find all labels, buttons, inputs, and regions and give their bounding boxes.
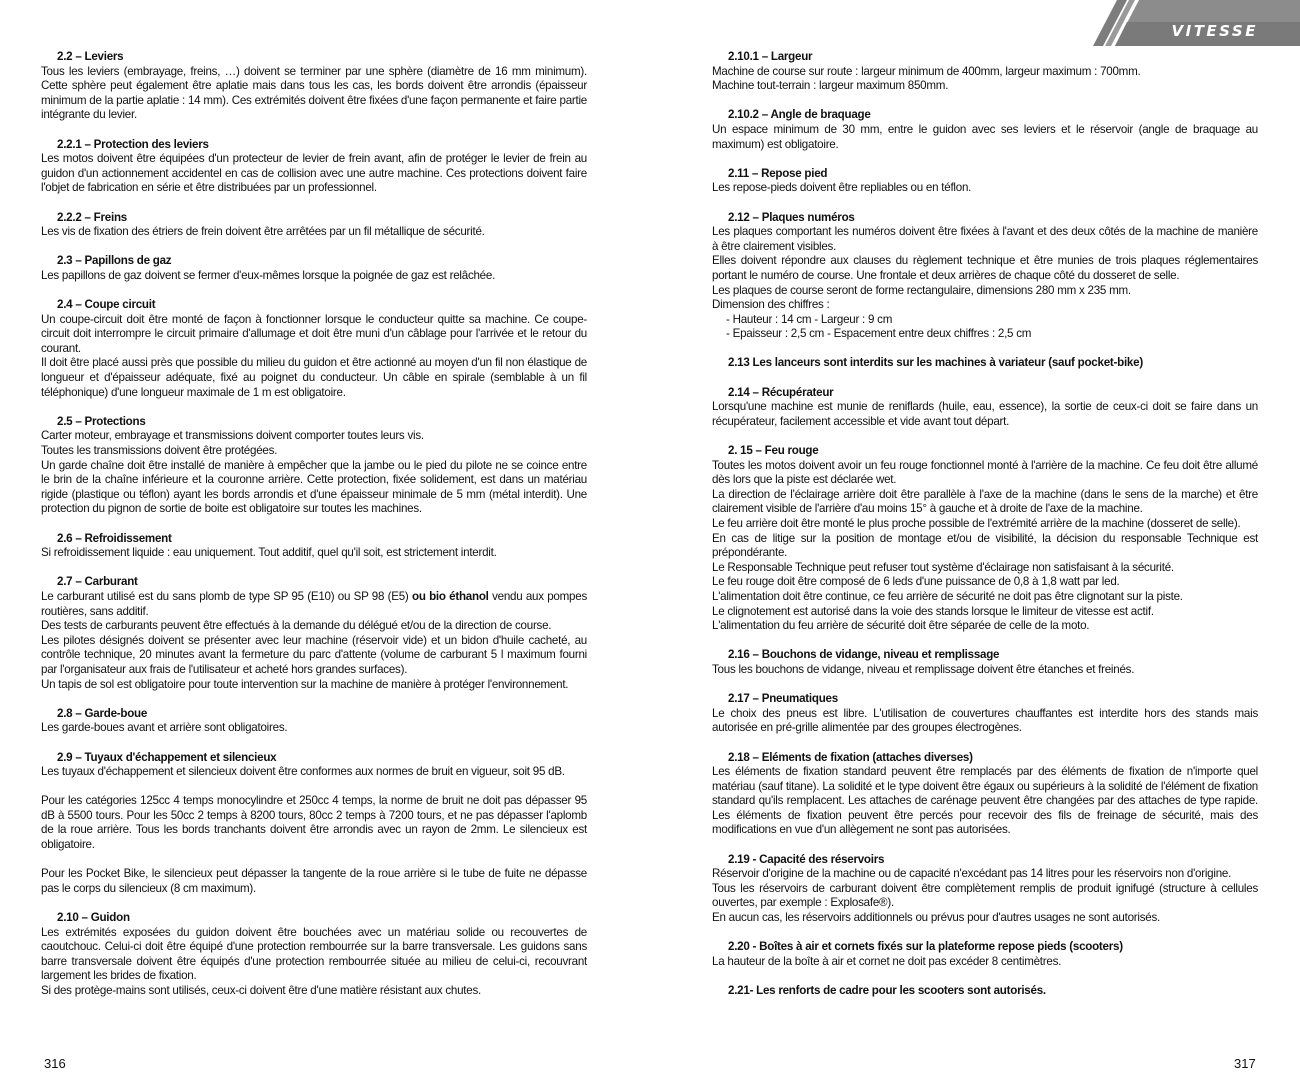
paragraph: La direction de l'éclairage arrière doit être parallèle à l'axe de la machine (dans le sens de la marche) et être clairement visible de l'arrière d'au moins 15° à gauche et à droite de l'axe de la machine. — [712, 487, 1258, 516]
paragraph: Il doit être placé aussi près que possible du milieu du guidon et être actionné au moyen d'un fil non élastique de longueur et d'épaisseur adéquate, fixé au poignet du conducteur. Un câble en spirale (semblable à un fil téléphonique) d'une longueur maximale de 1 m est obligatoire. — [41, 356, 587, 399]
paragraph: Lorsqu'une machine est munie de reniflards (huile, eau, essence), la sortie de ceux-ci doit se faire dans un récupérateur, facilement accessible et vide avant tout départ. — [712, 400, 1258, 428]
section-heading: 2.19 - Capacité des réservoirs — [728, 852, 885, 866]
paragraph: Le carburant utilisé est du sans plomb de type SP 95 (E10) ou SP 98 (E5) ou bio éthanol vendu aux pompes routières, sans additif. — [41, 589, 587, 618]
paragraph: Un tapis de sol est obligatoire pour toute intervention sur la machine de manière à protéger l'environnement. — [41, 677, 569, 691]
section-heading: 2.16 – Bouchons de vidange, niveau et remplissage — [728, 648, 1000, 662]
paragraph: Carter moteur, embrayage et transmissions doivent comporter toutes leurs vis. — [41, 429, 424, 443]
right-page-content — [712, 50, 1258, 1013]
rule-section — [712, 108, 1258, 152]
rule-section — [41, 415, 587, 517]
section-heading: 2.2 – Leviers — [57, 50, 124, 63]
paragraph: Les garde-boues avant et arrière sont obligatoires. — [41, 721, 288, 735]
paragraph: Machine de course sur route : largeur minimum de 400mm, largeur maximum : 700mm. — [712, 64, 1141, 78]
paragraph: Le feu arrière doit être monté le plus proche possible de l'extrémité arrière de la machine (dosseret de selle). — [712, 517, 1241, 530]
rule-section — [41, 532, 587, 561]
right-page-number: 317 — [1234, 1056, 1256, 1071]
rule-section — [712, 50, 1258, 94]
paragraph: Les papillons de gaz doivent se fermer d'eux-mêmes lorsque la poignée de gaz est relâchée. — [41, 268, 496, 282]
section-heading: 2.14 – Récupérateur — [728, 385, 834, 399]
paragraph: Les extrémités exposées du guidon doivent être bouchées avec un matériau solide ou recouvertes de caoutchouc. Celui-ci doit être équipé d'une protection rembourrée sur la barre transversale. Les guidons sans barre transversale doivent être équipés d'une protection rembourrée située au milieu de celui-ci, recouvrant largement les brides de fixation. — [41, 925, 587, 983]
spacer — [41, 780, 587, 795]
paragraph: Machine tout-terrain : largeur maximum 850mm. — [712, 79, 949, 93]
paragraph: Un garde chaîne doit être installé de manière à empêcher que la jambe ou le pied du pilote ne se coince entre le brin de la chaîne inférieure et la couronne arrière. Cette protection, fixée solidement, est dans un matériau rigide (plastique ou téflon) ayant les bords arrondis et d'une épaisseur minimale de 5 mm (métal interdit). Une protection du pignon de sortie de boite est obligatoire sur toutes les machines. — [41, 458, 587, 516]
paragraph: L'alimentation doit être continue, ce feu arrière de sécurité ne doit pas être clignotant sur la piste. — [712, 589, 1183, 603]
section-heading: 2.2.2 – Freins — [57, 210, 127, 224]
section-heading: 2.4 – Coupe circuit — [57, 298, 156, 312]
rule-section — [712, 751, 1258, 839]
paragraph: L'alimentation du feu arrière de sécurité doit être séparée de celle de la moto. — [712, 619, 1090, 633]
section-heading: 2.5 – Protections — [57, 414, 146, 428]
section-heading: 2.10.1 – Largeur — [728, 50, 813, 63]
section-heading: 2.10.2 – Angle de braquage — [728, 108, 871, 122]
section-heading: 2.17 – Pneumatiques — [728, 692, 838, 706]
left-page-number: 316 — [44, 1056, 66, 1071]
paragraph: Le feu rouge doit être composé de 6 leds d'une puissance de 0,8 à 1,8 watt par led. — [712, 575, 1120, 589]
section-heading: 2. 15 – Feu rouge — [728, 444, 819, 458]
section-heading: 2.10 – Guidon — [57, 911, 130, 925]
paragraph: Toutes les motos doivent avoir un feu rouge fonctionnel monté à l'arrière de la machine. Ce feu doit être allumé dès lors que la piste est déclarée wet. — [712, 458, 1258, 487]
list-item: - Epaisseur : 2,5 cm - Espacement entre deux chiffres : 2,5 cm — [726, 327, 1032, 341]
paragraph: Le choix des pneus est libre. L'utilisation de couvertures chauffantes est interdite hors des stands mais autorisée en pré-grille alimentée par des groupes électrogènes. — [712, 706, 1258, 735]
section-heading: 2.3 – Papillons de gaz — [57, 254, 172, 268]
rule-section — [41, 211, 587, 240]
section-heading: 2.13 Les lanceurs sont interdits sur les machines à variateur (sauf pocket-bike) — [728, 356, 1143, 370]
paragraph: Le clignotement est autorisé dans la voie des stands lorsque le limiteur de vitesse est actif. — [712, 604, 1154, 618]
paragraph: Tous les leviers (embrayage, freins, …) doivent se terminer par une sphère (diamètre de 16 mm minimum). Cette sphère peut également être aplatie mais dans tous les cas, les bords doivent être arrondis (épaisseur minimum de la partie aplatie : 14 mm). Ces extrémités doivent être fixées d'une façon permanente et faire partie intégrante du levier. — [41, 64, 587, 122]
paragraph: Pour les catégories 125cc 4 temps monocylindre et 250cc 4 temps, la norme de bruit ne doit pas dépasser 95 dB à 5500 tours. Pour les 50cc 2 temps à 8200 tours, 80cc 2 temps à 7200 tours, et ne pas dépasser l'aplomb de la roue arrière. Tous les bords tranchants doivent être arrondis avec un rayon de 2mm. Le silencieux est obligatoire. — [41, 794, 587, 852]
rule-section — [41, 707, 587, 736]
rule-section — [712, 211, 1258, 342]
section-banner — [1075, 0, 1300, 46]
rule-section — [712, 386, 1258, 430]
rule-section — [712, 444, 1258, 634]
rule-section — [41, 751, 587, 897]
left-page-content — [41, 50, 587, 1013]
section-heading: 2.2.1 – Protection des leviers — [57, 137, 209, 151]
rule-section — [712, 940, 1258, 969]
paragraph: Tous les bouchons de vidange, niveau et remplissage doivent être étanches et freinés. — [712, 662, 1135, 676]
rule-section — [712, 692, 1258, 736]
paragraph: Les tuyaux d'échappement et silencieux doivent être conformes aux normes de bruit en vigueur, soit 95 dB. — [41, 765, 565, 779]
paragraph: Les plaques comportant les numéros doivent être fixées à l'avant et des deux côtés de la machine de manière à être clairement visibles. — [712, 225, 1258, 253]
paragraph: Les motos doivent être équipées d'un protecteur de levier de frein avant, afin de protéger le levier de frein au guidon d'un actionnement accidentel en cas de collision avec une autre machine. Ces protections doivent faire l'objet de fabrication en série et être distribuées par un professionnel. — [41, 152, 587, 195]
paragraph: Les vis de fixation des étriers de frein doivent être arrêtées par un fil métallique de sécurité. — [41, 225, 485, 239]
banner-label: VITESSE — [1171, 22, 1258, 40]
section-heading: 2.7 – Carburant — [57, 575, 138, 589]
paragraph: Réservoir d'origine de la machine ou de capacité n'excédant pas 14 litres pour les réservoirs non d'origine. — [712, 867, 1232, 881]
paragraph: Le Responsable Technique peut refuser tout système d'éclairage non satisfaisant à la sécurité. — [712, 560, 1174, 574]
rule-section — [712, 984, 1258, 999]
rule-section — [41, 50, 587, 123]
list-item: - Hauteur : 14 cm - Largeur : 9 cm — [726, 312, 893, 326]
rule-section — [712, 648, 1258, 677]
paragraph: Dimension des chiffres : — [712, 298, 830, 312]
section-heading: 2.9 – Tuyaux d'échappement et silencieux — [57, 750, 277, 764]
rule-section — [41, 575, 587, 692]
rule-section — [41, 911, 587, 999]
section-heading: 2.18 – Eléments de fixation (attaches diverses) — [728, 750, 973, 764]
paragraph: Si des protège-mains sont utilisés, ceux-ci doivent être d'une matière résistant aux chutes. — [41, 984, 481, 997]
paragraph: Elles doivent répondre aux clauses du règlement technique et être munies de trois plaques réglementaires portant le numéro de course. Une frontale et deux arrières de chaque côté du dosseret de selle. — [712, 254, 1258, 282]
section-heading: 2.11 – Repose pied — [728, 166, 828, 180]
rule-section — [712, 167, 1258, 196]
rule-section — [41, 138, 587, 196]
emphasis-text: ou bio éthanol — [411, 589, 489, 603]
paragraph: Un espace minimum de 30 mm, entre le guidon avec ses leviers et le réservoir (angle de braquage au maximum) est obligatoire. — [712, 122, 1258, 151]
rule-section — [712, 356, 1258, 371]
paragraph: Les plaques de course seront de forme rectangulaire, dimensions 280 mm x 235 mm. — [712, 283, 1131, 297]
section-heading: 2.12 – Plaques numéros — [728, 210, 855, 224]
paragraph: Toutes les transmissions doivent être protégées. — [41, 444, 278, 458]
section-heading: 2.21- Les renforts de cadre pour les scooters sont autorisés. — [728, 984, 1046, 997]
rule-section — [41, 298, 587, 400]
paragraph: En aucun cas, les réservoirs additionnels ou prévus pour d'autres usages ne sont autorisés. — [712, 911, 1160, 925]
section-heading: 2.8 – Garde-boue — [57, 706, 148, 720]
paragraph: Un coupe-circuit doit être monté de façon à fonctionner lorsque le conducteur quitte sa machine. Ce coupe-circuit doit interrompre le circuit primaire d'allumage et doit être muni d'un câblage pour l'arrivée et le retour du courant. — [41, 312, 587, 355]
paragraph: Les éléments de fixation standard peuvent être remplacés par des éléments de fixation de n'importe quel matériau (sauf titane). La solidité et le type doivent être égaux ou supérieurs à la solidité de l'élément de fixation standard qu'ils remplacent. Les attaches de carénage peuvent être changées par des attaches de type rapide. Les éléments de fixation peuvent être percés pour recevoir des fils de freinage de sécurité, mais des modifications en vue d'un allègement ne sont pas autorisées. — [712, 765, 1258, 837]
paragraph: Les pilotes désignés doivent se présenter avec leur machine (réservoir vide) et un bidon d'huile cacheté, au contrôle technique, 20 minutes avant la fermeture du parc d'attente (volume de carburant 5 l maximum fourni par l'organisateur aux frais de l'utilisateur et acheté hors grandes surfaces). — [41, 633, 587, 676]
rule-section — [41, 254, 587, 283]
section-heading: 2.20 - Boîtes à air et cornets fixés sur la plateforme repose pieds (scooters) — [728, 940, 1123, 954]
paragraph: Pour les Pocket Bike, le silencieux peut dépasser la tangente de la roue arrière si le tube de fuite ne dépasse pas le corps du silencieux (8 cm maximum). — [41, 867, 587, 895]
rule-section — [712, 853, 1258, 926]
paragraph: Des tests de carburants peuvent être effectués à la demande du délégué et/ou de la direction de course. — [41, 619, 552, 633]
spacer — [41, 853, 587, 868]
paragraph: En cas de litige sur la position de montage et/ou de visibilité, la décision du responsable Technique est prépondérante. — [712, 531, 1258, 560]
paragraph: Si refroidissement liquide : eau uniquement. Tout additif, quel qu'il soit, est strictement interdit. — [41, 546, 497, 560]
section-heading: 2.6 – Refroidissement — [57, 531, 172, 545]
paragraph: Tous les réservoirs de carburant doivent être complètement remplis de produit ignifugé (structure à cellules ouvertes, par exemple : Explosafe®). — [712, 881, 1258, 910]
paragraph: La hauteur de la boîte à air et cornet ne doit pas excéder 8 centimètres. — [712, 954, 1062, 968]
paragraph: Les repose-pieds doivent être repliables ou en téflon. — [712, 181, 972, 195]
